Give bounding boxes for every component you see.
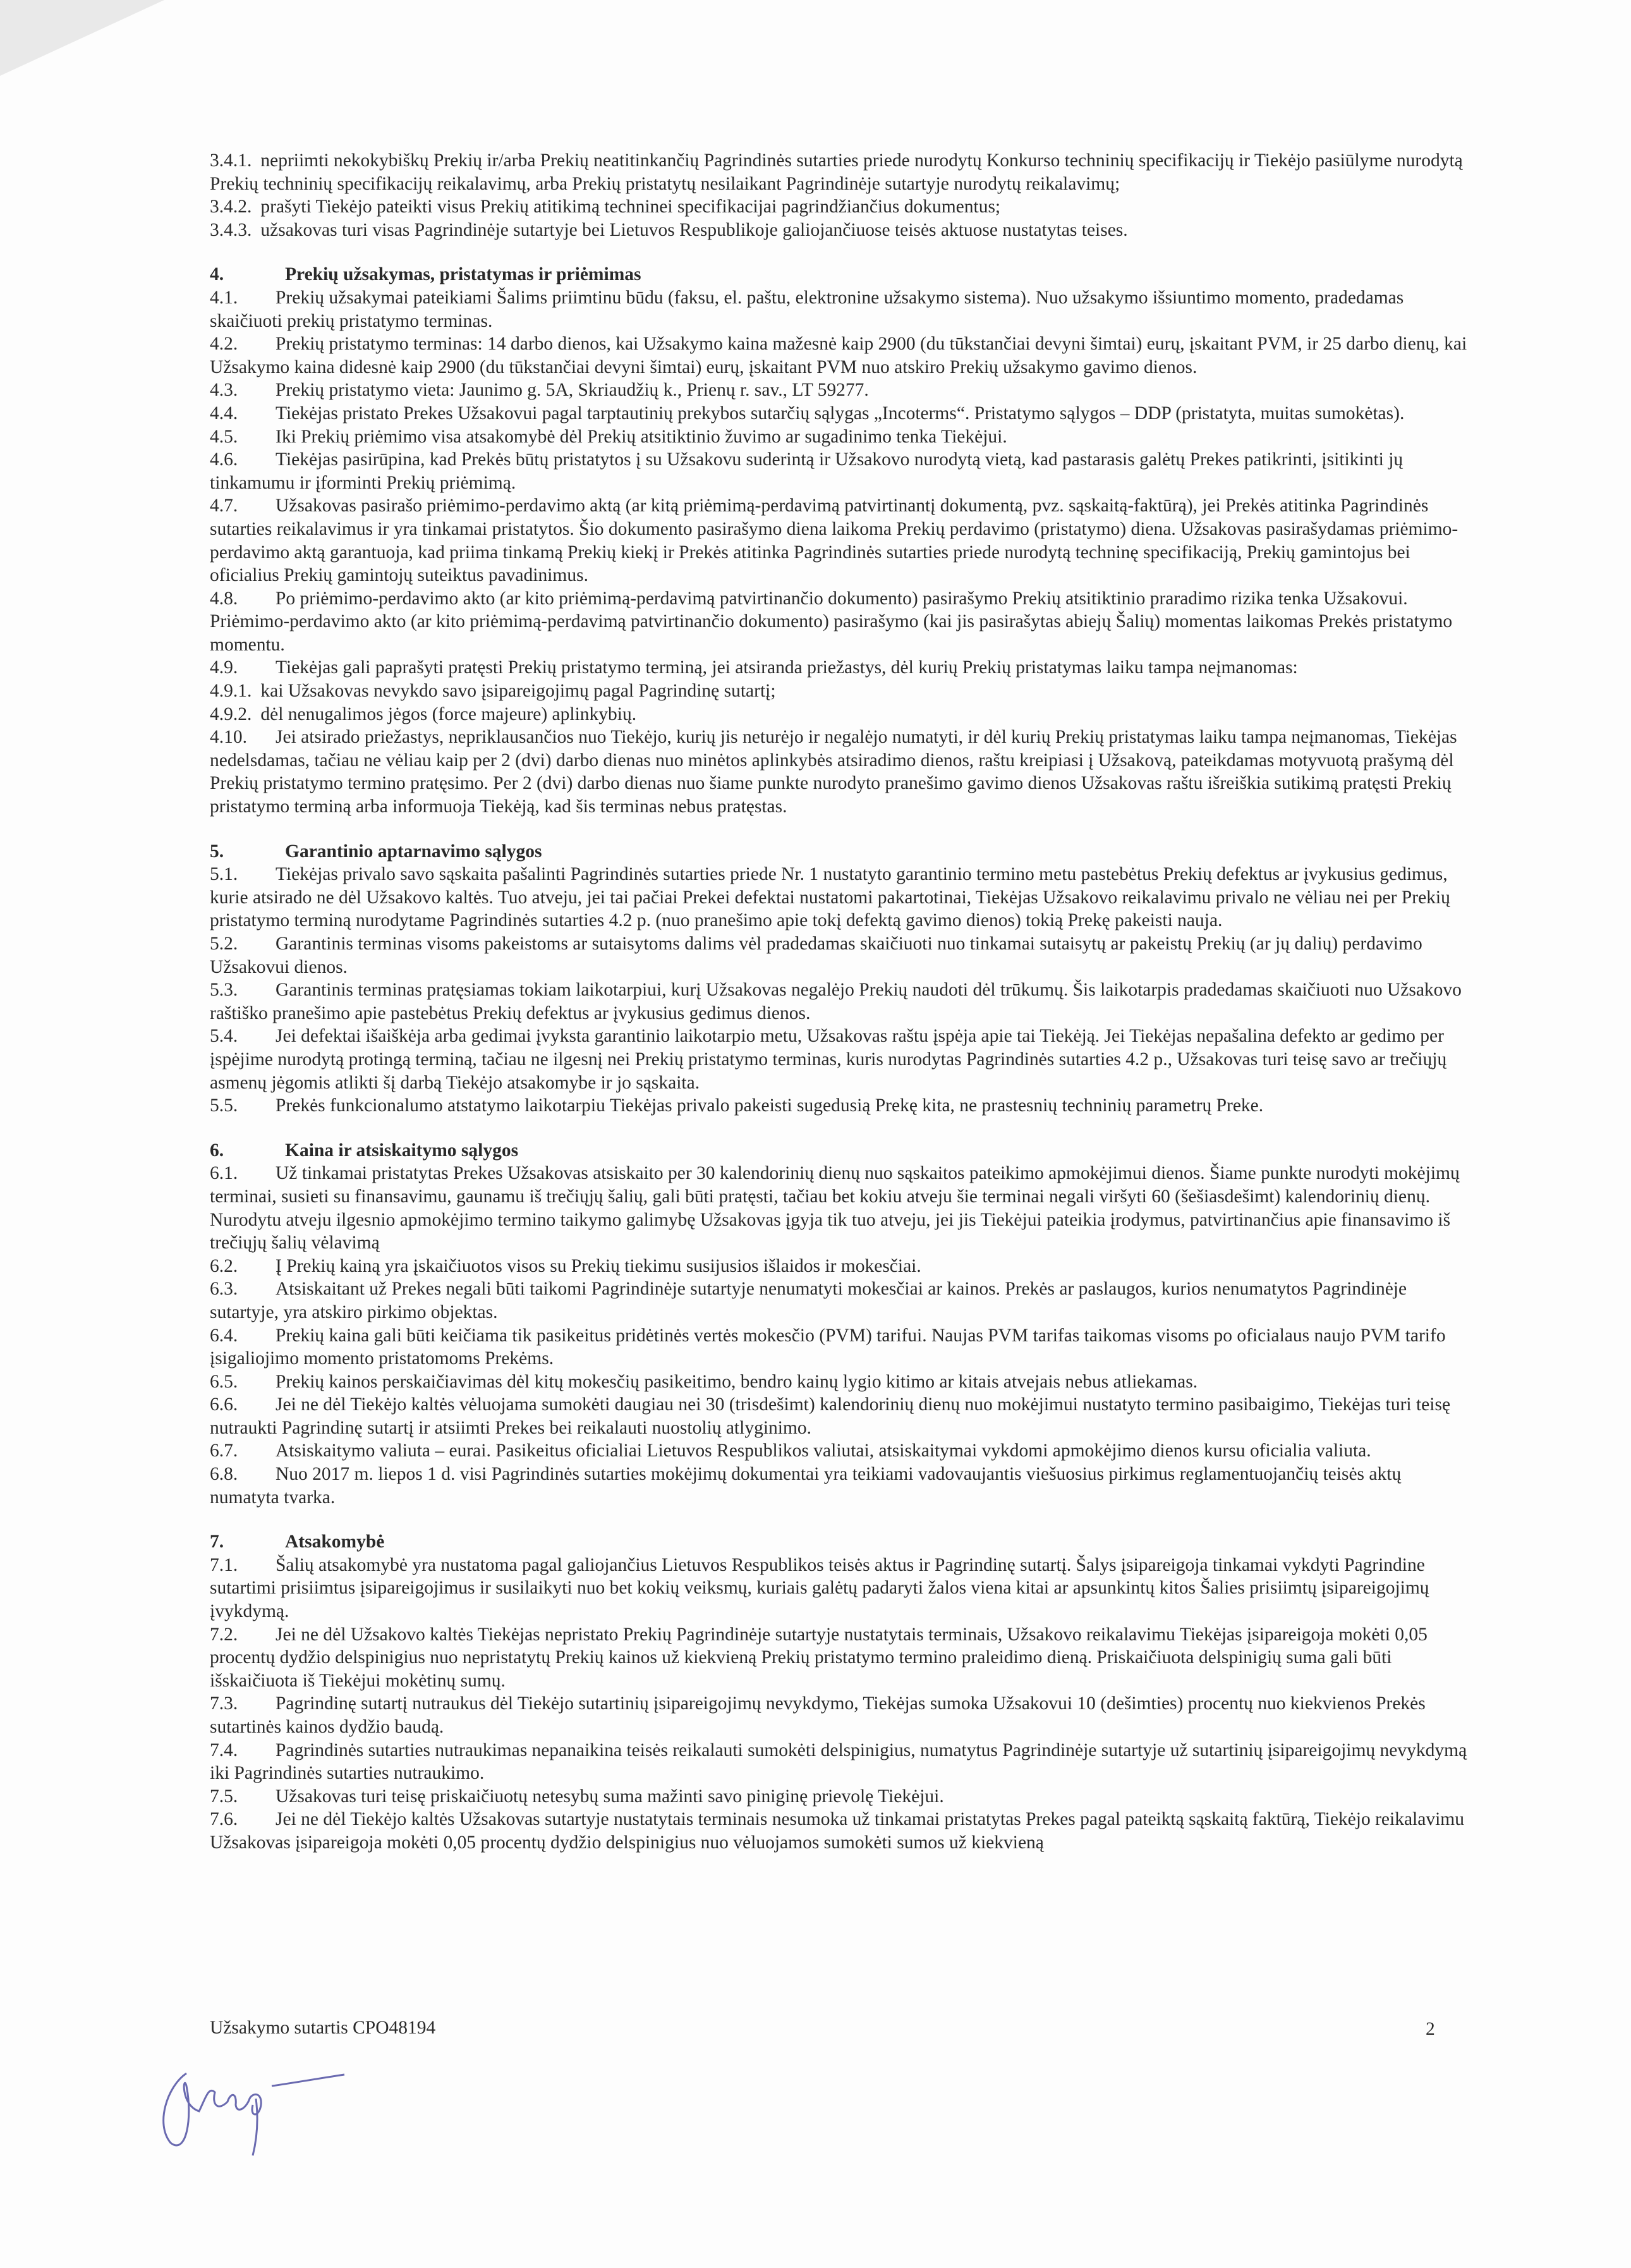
clause	[210, 979, 1467, 1025]
clause-text: Pagrindinę sutartį nutraukus dėl Tiekėjo sutartinių įsipareigojimų nevykdymo, Tiekėjas sumoka Užsakovui 10 (dešimties) procentų nuo kiekvienos Prekės sutartinės kainos dydžio baudą.	[210, 1693, 1426, 1737]
clause-number: 4.1.	[210, 287, 238, 308]
clause-text: Tiekėjas gali paprašyti pratęsti Prekių pristatymo terminą, jei atsiranda priežastys, dėl kurių Prekių pristatymas laiku tampa neįmanomas:	[276, 657, 1298, 678]
clause-text: Prekių pristatymo terminas: 14 darbo dienos, kai Užsakymo kaina mažesnė kaip 2900 (du tūkstančiai devyni šimtai) eurų, įskaitant PVM, ir 25 darbo dienų, kai Užsakymo kaina didesnė kaip 2900 (du tūkstančiai devyni šimtai) eurų, įskaitant PVM nuo atskiro Prekių užsakymo gavimo dienos.	[210, 334, 1467, 377]
clause-number: 7.4.	[210, 1740, 238, 1760]
clause	[210, 932, 1467, 979]
clause	[210, 587, 1467, 657]
clause	[210, 1324, 1467, 1370]
clause-number: 4.10.	[210, 727, 247, 748]
footer-contract-label: Užsakymo sutartis CPO48194	[210, 2018, 436, 2038]
clause-number: 5.5.	[210, 1095, 238, 1116]
section-title: Garantinio aptarnavimo sąlygos	[285, 841, 542, 862]
clause-text: Prekių kaina gali būti keičiama tik pasikeitus pridėtinės vertės mokesčio (PVM) tarifui. Naujas PVM tarifas taikomas visoms po oficialaus naujo PVM tarifo įsigaliojimo momento pristatomoms Prekėms.	[210, 1325, 1446, 1369]
clause-text: Nuo 2017 m. liepos 1 d. visi Pagrindinės sutarties mokėjimų dokumentai yra teikiami vadovaujantis viešuosius pirkimus reglamentuojančių teisės aktų numatyta tvarka.	[210, 1464, 1402, 1508]
clause-number: 4.6.	[210, 449, 238, 470]
section-title: Prekių užsakymas, pristatymas ir priėmimas	[285, 264, 641, 285]
section-heading	[210, 1139, 1467, 1162]
clause	[210, 703, 1467, 726]
clause-text: kai Užsakovas nevykdo savo įsipareigojimų pagal Pagrindinę sutartį;	[260, 681, 776, 702]
clause	[210, 149, 1467, 195]
clause	[210, 286, 1467, 332]
section-heading	[210, 840, 1467, 863]
clause	[210, 1463, 1467, 1509]
clause-text: Tiekėjas pasirūpina, kad Prekės būtų pristatytos į su Užsakovu suderintą ir Užsakovo nurodytą vietą, kad pastarasis galėtų Prekes patikrinti, įsitikinti jų tinkamumu ir įforminti Prekių priėmimą.	[210, 449, 1404, 493]
clause	[210, 656, 1467, 680]
section-number: 7.	[210, 1532, 224, 1552]
clause-number: 6.8.	[210, 1464, 238, 1485]
clause-number: 7.1.	[210, 1554, 238, 1575]
clause-number: 5.1.	[210, 864, 238, 885]
clause-text: Pagrindinės sutarties nutraukimas nepanaikina teisės reikalauti sumokėti delspinigius, numatytus Pagrindinėje sutartyje už sutartinių įsipareigojimų nevykdymą iki Pagrindinės sutarties nutraukimo.	[210, 1740, 1467, 1784]
clause	[210, 448, 1467, 494]
clause-number: 4.9.	[210, 657, 238, 678]
clause-text: Užsakovas turi teisę priskaičiuotų netesybų suma mažinti savo piniginę prievolę Tiekėjui.	[276, 1786, 944, 1807]
clause-number: 4.5.	[210, 426, 238, 447]
clause	[210, 863, 1467, 932]
clause	[210, 1785, 1467, 1808]
clause-number: 7.6.	[210, 1809, 238, 1830]
section-number: 4.	[210, 264, 224, 285]
clause-text: Prekių pristatymo vieta: Jaunimo g. 5A, Skriaudžių k., Prienų r. sav., LT 59277.	[276, 380, 869, 401]
clause	[210, 1277, 1467, 1324]
section-number: 6.	[210, 1140, 224, 1161]
clause-text: Šalių atsakomybė yra nustatoma pagal galiojančius Lietuvos Respublikos teisės aktus ir Pagrindinę sutartį. Šalys įsipareigoja tinkamai vykdyti Pagrindine sutartimi prisiimtus įsipareigojimus ir susilaikyti nuo bet kokių veiksmų, kuriais galėtų padaryti žalos viena kitai ar apsunkintų kitos Šalies prisiimtų įsipareigojimų įvykdymą.	[210, 1554, 1429, 1622]
sections	[210, 263, 1467, 1854]
clause-text: užsakovas turi visas Pagrindinėje sutartyje bei Lietuvos Respublikoje galiojančiuose teisės aktuose nustatytas teises.	[260, 219, 1128, 240]
clause-text: Jei ne dėl Užsakovo kaltės Tiekėjas nepristato Prekių Pagrindinėje sutartyje nustatytais terminais, Užsakovo reikalavimu Tiekėjas įsipareigoja mokėti 0,05 procentų dydžio delspinigius nuo nepristatytų Prekių kainos už kiekvieną Prekių pristatymo termino praleidimo dieną. Priskaičiuota delspinigių suma gali būti išskaičiuota iš Tiekėjui mokėtinų sumų.	[210, 1624, 1428, 1691]
section-number: 5.	[210, 841, 224, 862]
clause-number: 4.2.	[210, 334, 238, 355]
clause	[210, 1808, 1467, 1854]
clause-number: 5.3.	[210, 980, 238, 1001]
clause-number: 7.5.	[210, 1786, 238, 1807]
clause	[210, 1739, 1467, 1785]
clause-number: 6.5.	[210, 1371, 238, 1392]
clause-number: 6.6.	[210, 1394, 238, 1415]
section-heading	[210, 263, 1467, 286]
clause	[210, 1554, 1467, 1623]
clause-number: 3.4.1.	[210, 150, 252, 171]
clause-number: 4.9.1.	[210, 681, 252, 702]
clause-text: Prekių kainos perskaičiavimas dėl kitų mokesčių pasikeitimo, bendro kainų lygio kitimo ar kitais atvejais nebus atliekamas.	[276, 1371, 1198, 1392]
clause	[210, 680, 1467, 703]
clause-text: Prekių užsakymai pateikiami Šalims priimtinu būdu (faksu, el. paštu, elektronine užsakymo sistema). Nuo užsakymo išsiuntimo momento, pradedamas skaičiuoti prekių pristatymo terminas.	[210, 287, 1404, 331]
clause-number: 5.2.	[210, 934, 238, 954]
clause	[210, 332, 1467, 379]
clause-number: 3.4.3.	[210, 219, 252, 240]
clause	[210, 1623, 1467, 1693]
clause-number: 7.2.	[210, 1624, 238, 1645]
clause-text: Jei defektai išaiškėja arba gedimai įvyksta garantinio laikotarpio metu, Užsakovas raštu įspėja apie tai Tiekėją. Jei Tiekėjas nepašalina defekto ar gedimo per įspėjime nurodytą protingą terminą, tačiau ne ilgesnį nei Prekių pristatymo terminas, kuris nurodytas Pagrindinės sutarties 4.2 p., Užsakovas turi teisę savo ar trečiųjų asmenų jėgomis atlikti šį darbą Tiekėjo atsakomybe ir jo sąskaita.	[210, 1026, 1447, 1093]
clause	[210, 195, 1467, 219]
clause	[210, 219, 1467, 242]
clause-text: Tiekėjas privalo savo sąskaita pašalinti Pagrindinės sutarties priede Nr. 1 nustatyto garantinio termino metu pastebėtus Prekių defektus ar įvykusius gedimus, kurie atsirado ne dėl Užsakovo kaltės. Tuo atveju, jei tai pačiai Prekei defektai nustatomi pakartotinai, Tiekėjas Užsakovo reikalavimu privalo ne vėliau nei per Prekių pristatymo terminą nurodytame Pagrindinės sutarties 4.2 p. (nuo pranešimo apie tokį defektą gavimo dienos) tokią Prekę pakeisti nauja.	[210, 864, 1450, 931]
clause-number: 6.7.	[210, 1441, 238, 1461]
clause-text: Iki Prekių priėmimo visa atsakomybė dėl Prekių atsitiktinio žuvimo ar sugadinimo tenka Tiekėjui.	[276, 426, 1007, 447]
clause-text: Prekės funkcionalumo atstatymo laikotarpiu Tiekėjas privalo pakeisti sugedusią Prekę kita, ne prastesnių techninių parametrų Preke.	[276, 1095, 1264, 1116]
clause-number: 6.1.	[210, 1163, 238, 1184]
clause	[210, 1370, 1467, 1394]
clause-text: nepriimti nekokybiškų Prekių ir/arba Prekių neatitinkančių Pagrindinės sutarties priede nurodytų Konkurso techninių specifikacijų ir Tiekėjo pasiūlyme nurodytą Prekių techninių specifikacijų reikalavimų, arba Prekių pristatytų nesilaikant Pagrindinėje sutartyje nurodytų reikalavimų;	[210, 150, 1463, 194]
clause	[210, 1094, 1467, 1118]
clause-text: Garantinis terminas visoms pakeistoms ar sutaisytoms dalims vėl pradedamas skaičiuoti nuo tinkamai sutaisytų ar pakeistų Prekių (ar jų dalių) perdavimo Užsakovui dienos.	[210, 934, 1422, 977]
clause	[210, 1025, 1467, 1094]
clause-text: Į Prekių kainą yra įskaičiuotos visos su Prekių tiekimu susijusios išlaidos ir mokesčiai.	[276, 1255, 921, 1276]
clause-number: 5.4.	[210, 1026, 238, 1047]
clause-text: prašyti Tiekėjo pateikti visus Prekių atitikimą techninei specifikacijai pagrindžiančius dokumentus;	[260, 197, 1001, 217]
clause-text: Jei atsirado priežastys, nepriklausančios nuo Tiekėjo, kurių jis neturėjo ir negalėjo numatyti, ir dėl kurių Prekių pristatymas laiku tampa neįmanomas, Tiekėjas nedelsdamas, tačiau ne vėliau kaip per 2 (dvi) darbo dienas nuo minėtos aplinkybės atsiradimo dienos, raštu kreipiasi į Užsakovą, pateikdamas motyvuotą prašymą dėl Prekių pristatymo termino pratęsimo. Per 2 (dvi) darbo dienas nuo šiame punkte nurodyto pranešimo gavimo dienos Užsakovas raštu išreiškia sutikimą pratęsti Prekių pristatymo terminą arba informuoja Tiekėją, kad šis terminas nebus pratęstas.	[210, 727, 1457, 817]
clause	[210, 1692, 1467, 1738]
intro-clauses	[210, 149, 1467, 241]
page-number: 2	[1426, 2019, 1435, 2039]
clause-text: Garantinis terminas pratęsiamas tokiam laikotarpiui, kurį Užsakovas negalėjo Prekių naudoti dėl trūkumų. Šis laikotarpis pradedamas skaičiuoti nuo Užsakovo raštiško pranešimo apie pastebėtus Prekių defektus ar įvykusius gedimus dienos.	[210, 980, 1462, 1023]
clause-number: 4.7.	[210, 496, 238, 516]
clause-number: 4.4.	[210, 403, 238, 424]
clause-text: Tiekėjas pristato Prekes Užsakovui pagal tarptautinių prekybos sutarčių sąlygas „Incoterms“. Pristatymo sąlygos – DDP (pristatyta, muitas sumokėtas).	[276, 403, 1405, 424]
clause	[210, 726, 1467, 818]
clause	[210, 494, 1467, 587]
clause-number: 4.8.	[210, 588, 238, 609]
section-title: Kaina ir atsiskaitymo sąlygos	[285, 1140, 519, 1161]
handwritten-signature	[142, 2048, 351, 2162]
clause-text: Atsiskaitymo valiuta – eurai. Pasikeitus oficialiai Lietuvos Respublikos valiutai, atsiskaitymai vykdomi apmokėjimo dienos kursu oficialia valiuta.	[276, 1441, 1371, 1461]
clause-text: dėl nenugalimos jėgos (force majeure) aplinkybių.	[260, 704, 637, 724]
clause	[210, 1162, 1467, 1254]
scan-corner-shadow	[0, 0, 164, 76]
clause-number: 6.4.	[210, 1325, 238, 1346]
clause-number: 4.3.	[210, 380, 238, 401]
clause	[210, 1393, 1467, 1439]
clause-text: Atsiskaitant už Prekes negali būti taikomi Pagrindinėje sutartyje nenumatyti mokesčiai ar kainos. Prekės ar paslaugos, kurios nenumatytos Pagrindinėje sutartyje, yra atskiro pirkimo objektas.	[210, 1279, 1407, 1322]
clause-number: 3.4.2.	[210, 197, 252, 217]
clause-number: 6.3.	[210, 1279, 238, 1300]
clause	[210, 425, 1467, 449]
clause-text: Jei ne dėl Tiekėjo kaltės vėluojama sumokėti daugiau nei 30 (trisdešimt) kalendorinių dienų nuo mokėjimui nustatyto termino pasibaigimo, Tiekėjas turi teisę nutraukti Pagrindinę sutartį ir atsiimti Prekes bei reikalauti nuostolių atlyginimo.	[210, 1394, 1451, 1438]
clause-text: Užsakovas pasirašo priėmimo-perdavimo aktą (ar kitą priėmimą-perdavimą patvirtinantį dokumentą, pvz. sąskaitą-faktūrą), jei Prekės atitinka Pagrindinės sutarties reikalavimus ir yra tinkamai pristatytos. Šio dokumento pasirašymo diena laikoma Prekių perdavimo (pristatymo) diena. Užsakovas pasirašydamas priėmimo-perdavimo aktą garantuoja, kad priima tinkamą Prekių kiekį ir Prekės atitinka Pagrindinės sutarties priede nurodytą techninę specifikaciją, Prekių gamintojus bei oficialius Prekių gamintojų suteiktus pavadinimus.	[210, 496, 1458, 586]
clause	[210, 1439, 1467, 1463]
clause-text: Po priėmimo-perdavimo akto (ar kito priėmimą-perdavimą patvirtinančio dokumento) pasirašymo Prekių atsitiktinio praradimo rizika tenka Užsakovui. Priėmimo-perdavimo akto (ar kito priėmimą-perdavimą patvirtinančio dokumento) pasirašymo (kai jis pasirašytas abiejų Šalių) momentas laikomas Prekės pristatymo momentu.	[210, 588, 1453, 655]
clause	[210, 402, 1467, 425]
clause-text: Už tinkamai pristatytas Prekes Užsakovas atsiskaito per 30 kalendorinių dienų nuo sąskaitos pateikimo apmokėjimui dienos. Šiame punkte nurodyti mokėjimų terminai, susieti su finansavimu, gaunamu iš trečiųjų šalių, gali būti pratęsti, tačiau bet kokiu atveju šie terminai negali viršyti 60 (šešiasdešimt) kalendorinių dienų. Nurodytu atveju ilgesnio apmokėjimo termino taikymo galimybę Užsakovas įgyja tik tuo atveju, jei jis Tiekėjui pateikia įrodymus, patvirtinančius apie finansavimo iš trečiųjų šalių vėlavimą	[210, 1163, 1460, 1253]
document-body	[210, 149, 1467, 1855]
clause-number: 7.3.	[210, 1693, 238, 1714]
clause	[210, 1255, 1467, 1278]
clause-number: 6.2.	[210, 1255, 238, 1276]
clause	[210, 379, 1467, 402]
clause-text: Jei ne dėl Tiekėjo kaltės Užsakovas sutartyje nustatytais terminais nesumoka už tinkamai pristatytas Prekes pagal pateiktą sąskaitą faktūrą, Tiekėjo reikalavimu Užsakovas įsipareigoja mokėti 0,05 procentų dydžio delspinigius nuo vėluojamos sumokėti sumos už kiekvieną	[210, 1809, 1464, 1853]
section-heading	[210, 1530, 1467, 1554]
clause-number: 4.9.2.	[210, 704, 252, 724]
section-title: Atsakomybė	[285, 1532, 385, 1552]
